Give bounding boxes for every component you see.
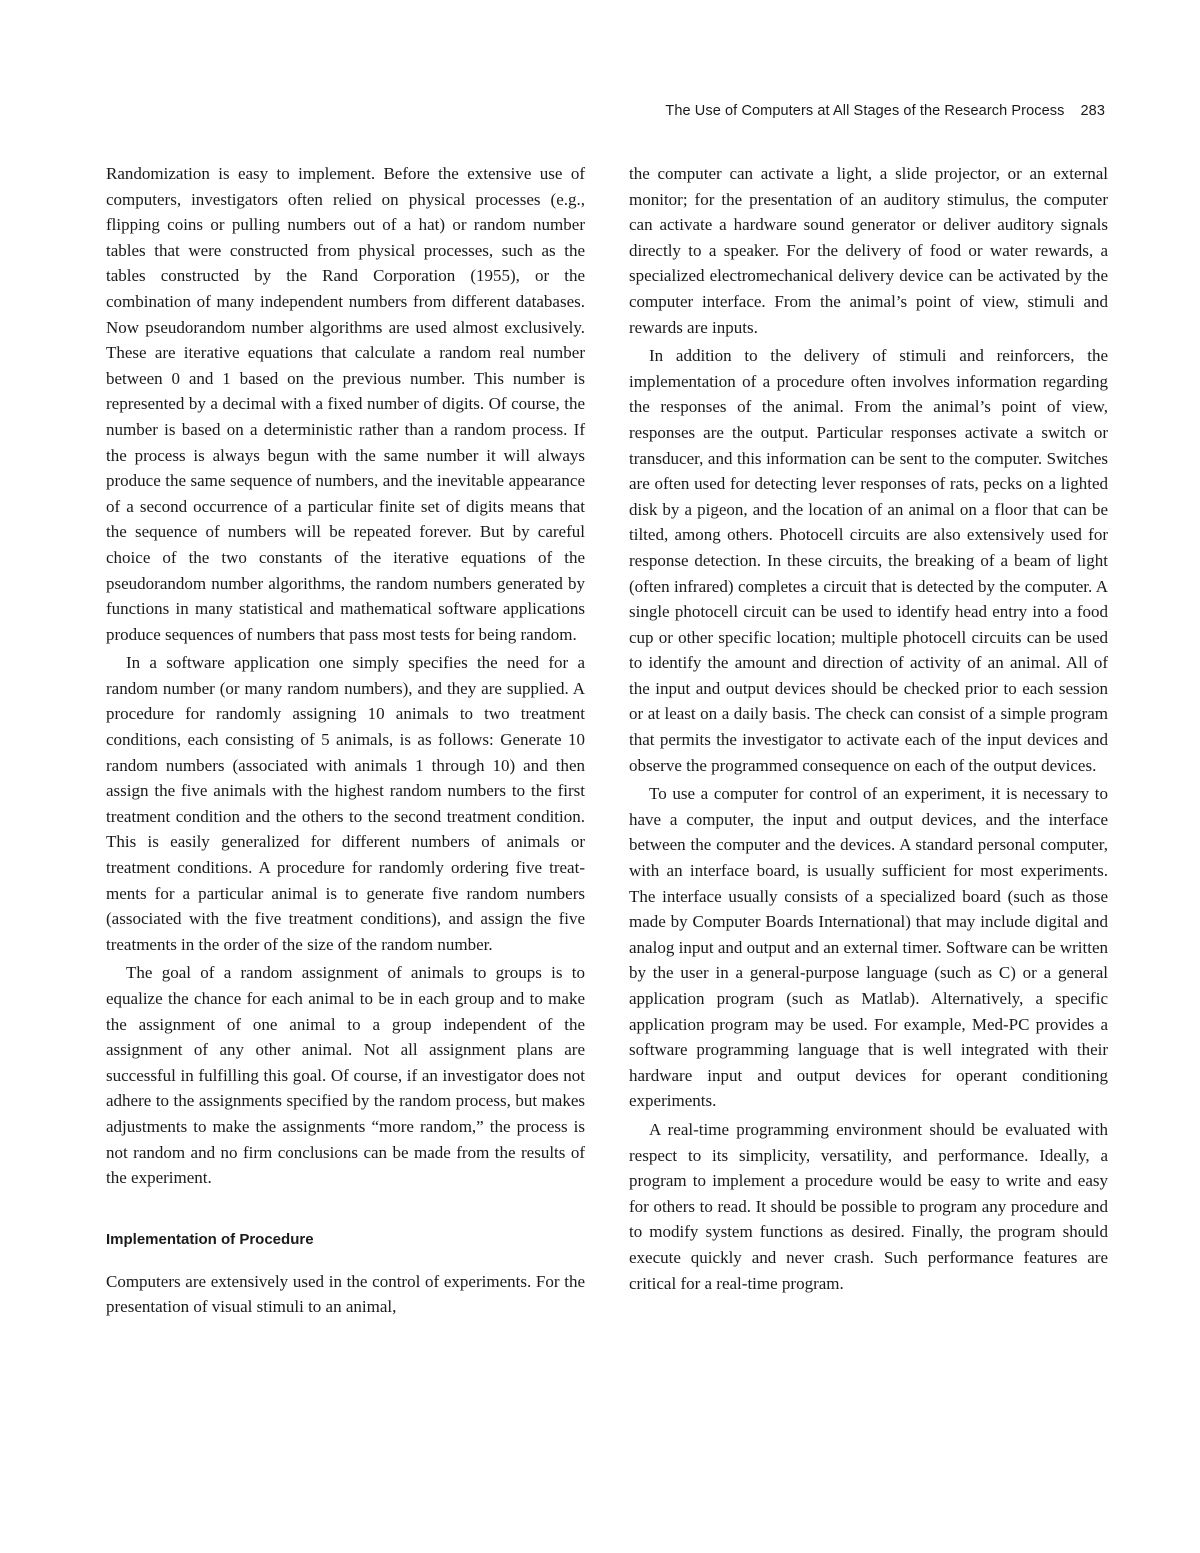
paragraph: Computers are extensively used in the control of experiments. For the presentation of visual stimuli to an animal, bbox=[106, 1271, 585, 1317]
running-head bbox=[665, 103, 1105, 119]
paragraph: To use a computer for control of an experiment, it is necessary to have a computer, the input and output devices, and the interface between the computer and the devices. A standard personal computer, with an interface board, is usually sufficient for most experiments. The interface usually consists of a specialized board (such as those made by Computer Boards International) that may include digital and analog input and output and an external timer. Software can be written by the user in a general-purpose language (such as C) or a general application program (such as Matlab). Alternatively, a specific application program may be used. For example, Med-PC provides a software programming language that is well integrated with their hardware input and output devices for operant conditioning experiments. bbox=[629, 784, 1108, 1111]
right-column bbox=[629, 161, 1108, 1299]
section-heading: Implementation of Procedure bbox=[106, 1230, 314, 1248]
paragraph: The goal of a random assignment of animals to groups is to equalize the chance for each animal to be in each group and to make the assignment of one animal to a group independent of the assignment of any other animal. Not all assignment plans are successful in fulfilling this goal. Of course, if an investigator does not adhere to the assignments specified by the random process, but makes adjustments to make the assignments “more random,” the process is not random and no firm conclusions can be made from the results of the experiment. bbox=[106, 963, 585, 1188]
paragraph: the computer can activate a light, a slide projector, or an external monitor; for the presentation of an auditory stimulus, the computer can activate a hardware sound generator or deliver auditory signals directly to a speaker. For the delivery of food or water rewards, a specialized electromechanical delivery device can be activated by the computer interface. From the animal’s point of view, stimuli and rewards are inputs. bbox=[629, 164, 1108, 337]
paragraph: In a software application one simply specifies the need for a random number (or many random numbers), and they are supplied. A procedure for randomly assigning 10 animals to two treatment conditions, each consisting of 5 animals, is as follows: Generate 10 random numbers (associated with animals 1 through 10) and then assign the five animals with the highest random numbers to the first treatment condition and the others to the second treatment condition. This is easily generalized for different numbers of animals or treatment conditions. A procedure for randomly ordering five treatments for a particular animal is to generate five random numbers (associated with the five treatment conditions), and assign the five treatments in the order of the size of the random number. bbox=[106, 653, 585, 954]
paragraph: Randomization is easy to implement. Before the extensive use of computers, investigators often relied on physical processes (e.g., flipping coins or pulling numbers out of a hat) or random number tables that were constructed from physical processes, such as the tables constructed by the Rand Corporation (1955), or the combination of many independent numbers from different databases. Now pseudorandom number algorithms are used almost exclusively. These are iterative equations that calculate a random real number between 0 and 1 based on the previous number. This number is represented by a decimal with a fixed number of digits. Of course, the number is based on a deterministic rather than a random process. If the process is always begun with the same number it will always produce the same sequence of numbers, and the inevitable appearance of a second occurrence of a particular finite set of digits means that the sequence of numbers will be repeated forever. But by careful choice of the two constants of the iterative equations of the pseudorandom number algorithms, the random numbers generated by functions in many statistical and mathematical software applications produce sequences of numbers that pass most tests for being random. bbox=[106, 164, 585, 644]
running-title: The Use of Computers at All Stages of the Research Process bbox=[665, 103, 1065, 119]
paragraph: In addition to the delivery of stimuli and reinforcers, the implementation of a procedure often involves information regarding the responses of the animal. From the animal’s point of view, responses are the output. Particular responses activate a switch or transducer, and this information can be sent to the computer. Switches are often used for detecting lever responses of rats, pecks on a lighted disk by a pigeon, and the location of an animal on a floor that can be tilted, among others. Photocell circuits are also extensively used for response detection. In these circuits, the breaking of a beam of light (often infrared) completes a circuit that is detected by the computer. A single photocell circuit can be used to identify head entry into a food cup or other specific location; multiple photocell circuits can be used to identify the amount and direction of activity of an animal. All of the input and output devices should be checked prior to each session or at least on a daily basis. The check can consist of a simple program that permits the investigator to activate each of the input devices and observe the programmed consequence on each of the output devices. bbox=[629, 346, 1108, 775]
left-column bbox=[106, 161, 585, 1323]
paragraph: A real-time programming environment should be evaluated with respect to its simplicity, versatility, and performance. Ideally, a program to implement a procedure would be easy to write and easy for others to read. It should be possible to program any procedure and to modify system functions as desired. Finally, the program should execute quickly and never crash. Such performance features are critical for a real-time program. bbox=[629, 1119, 1108, 1293]
page-number: 283 bbox=[1080, 103, 1105, 119]
